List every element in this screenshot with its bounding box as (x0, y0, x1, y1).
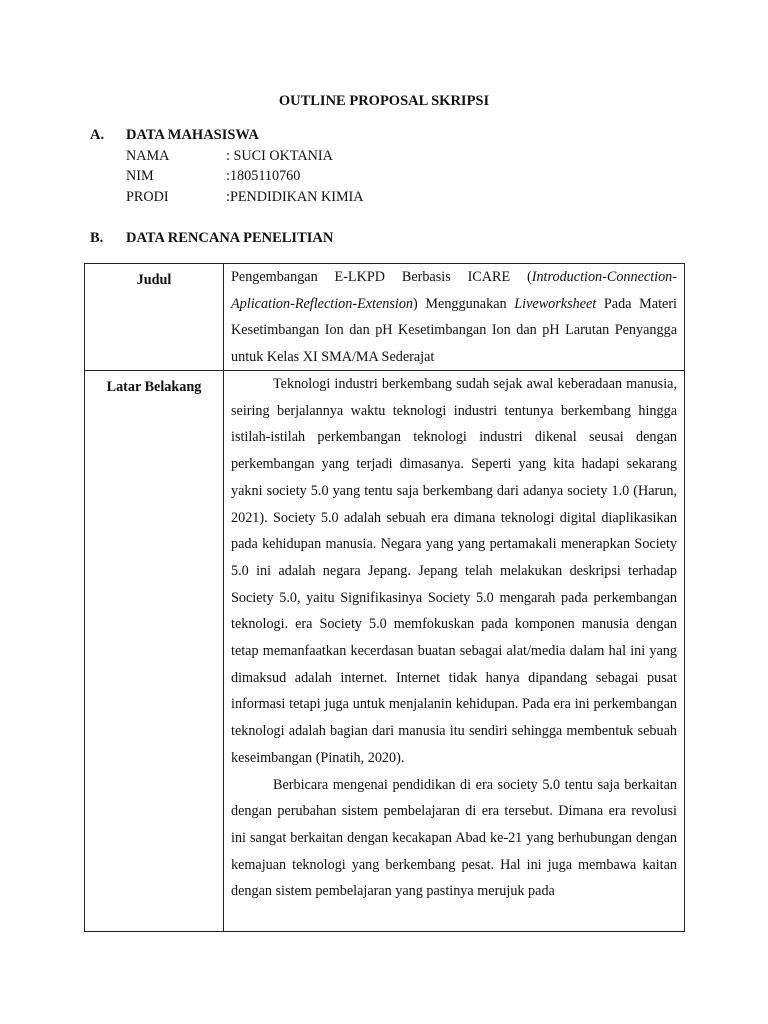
page-title: OUTLINE PROPOSAL SKRIPSI (278, 93, 490, 109)
latar-belakang-content (224, 371, 685, 932)
info-value: :PENDIDIKAN KIMIA (226, 189, 364, 205)
judul-text (231, 264, 677, 370)
info-value: : SUCI OKTANIA (226, 148, 333, 164)
section-b-heading (0, 230, 768, 250)
judul-content (224, 264, 685, 371)
paragraph: Teknologi industri berkembang sudah sejak awal keberadaan manusia, seiring berjalannya waktu teknologi industri tentunya berkembang hingga istilah-istilah perkembangan teknologi industri dikenal seusai dengan perkembangan yang terjadi dimasanya. Seperti yang kita hadapi sekarang yakni society 5.0 yang tentu saja berkembang dari adanya society 1.0 (Harun, 2021). Society 5.0 adalah sebuah era dimana teknologi digital diaplikasikan pada kehidupan manusia. Negara yang yang pertamakali menerapkan Society 5.0 ini adalah negara Jepang. Jepang telah melakukan deskripsi terhadap Society 5.0, yaitu Signifikasinya Society 5.0 mengarah pada perkembangan teknologi. era Society 5.0 memfokuskan pada komponen manusia dengan tetap memanfaatkan kecerdasan buatan sebagai alat/media dalam hal ini yang dimaksud adalah internet. Internet tidak hanya dipandang sebagai pusat informasi tetapi juga untuk menjalanin kehidupan. Pada era ini perkembangan teknologi adalah bagian dari manusia itu sendiri sehingga membentuk sebuah keseimbangan (Pinatih, 2020). (231, 376, 677, 766)
judul-part: Pengembangan E-LKPD Berbasis ICARE ( (231, 269, 532, 285)
info-label: NIM (126, 168, 154, 184)
judul-label: Judul (85, 264, 224, 371)
section-b-letter: B. (90, 230, 104, 246)
research-plan-table (84, 263, 685, 932)
info-value: :1805110760 (226, 168, 301, 184)
info-label: PRODI (126, 189, 169, 205)
judul-part: Pada Materi Kesetimbangan Ion dan pH Kesetimbangan Ion dan pH Larutan Penyangga untuk Kelas XI SMA/MA Sederajat (231, 295, 677, 365)
table-row-judul (85, 264, 685, 371)
latar-belakang-text (231, 371, 677, 925)
latar-belakang-label: Latar Belakang (85, 371, 224, 932)
paragraph: Berbicara mengenai pendidikan di era society 5.0 tentu saja berkaitan dengan perubahan sistem pembelajaran di era tersebut. Dimana era revolusi ini sangat berkaitan dengan kecakapan Abad ke-21 yang berhubungan dengan kemajuan teknologi yang berkembang pesat. Hal ini juga membawa kaitan dengan sistem pembelajaran yang pastinya merujuk pada (231, 776, 677, 900)
section-b-title: DATA RENCANA PENELITIAN (126, 230, 334, 246)
table-row-latar-belakang (85, 371, 685, 932)
judul-part-italic: Introduction-Connection-Aplication-Reflection-Extension (231, 269, 677, 312)
section-a-title: DATA MAHASISWA (126, 127, 259, 143)
info-label: NAMA (126, 148, 170, 164)
judul-part: ) Menggunakan (413, 295, 515, 312)
section-a-heading (0, 127, 768, 147)
judul-part-italic: Liveworksheet (514, 295, 597, 312)
section-a-letter: A. (90, 127, 105, 143)
